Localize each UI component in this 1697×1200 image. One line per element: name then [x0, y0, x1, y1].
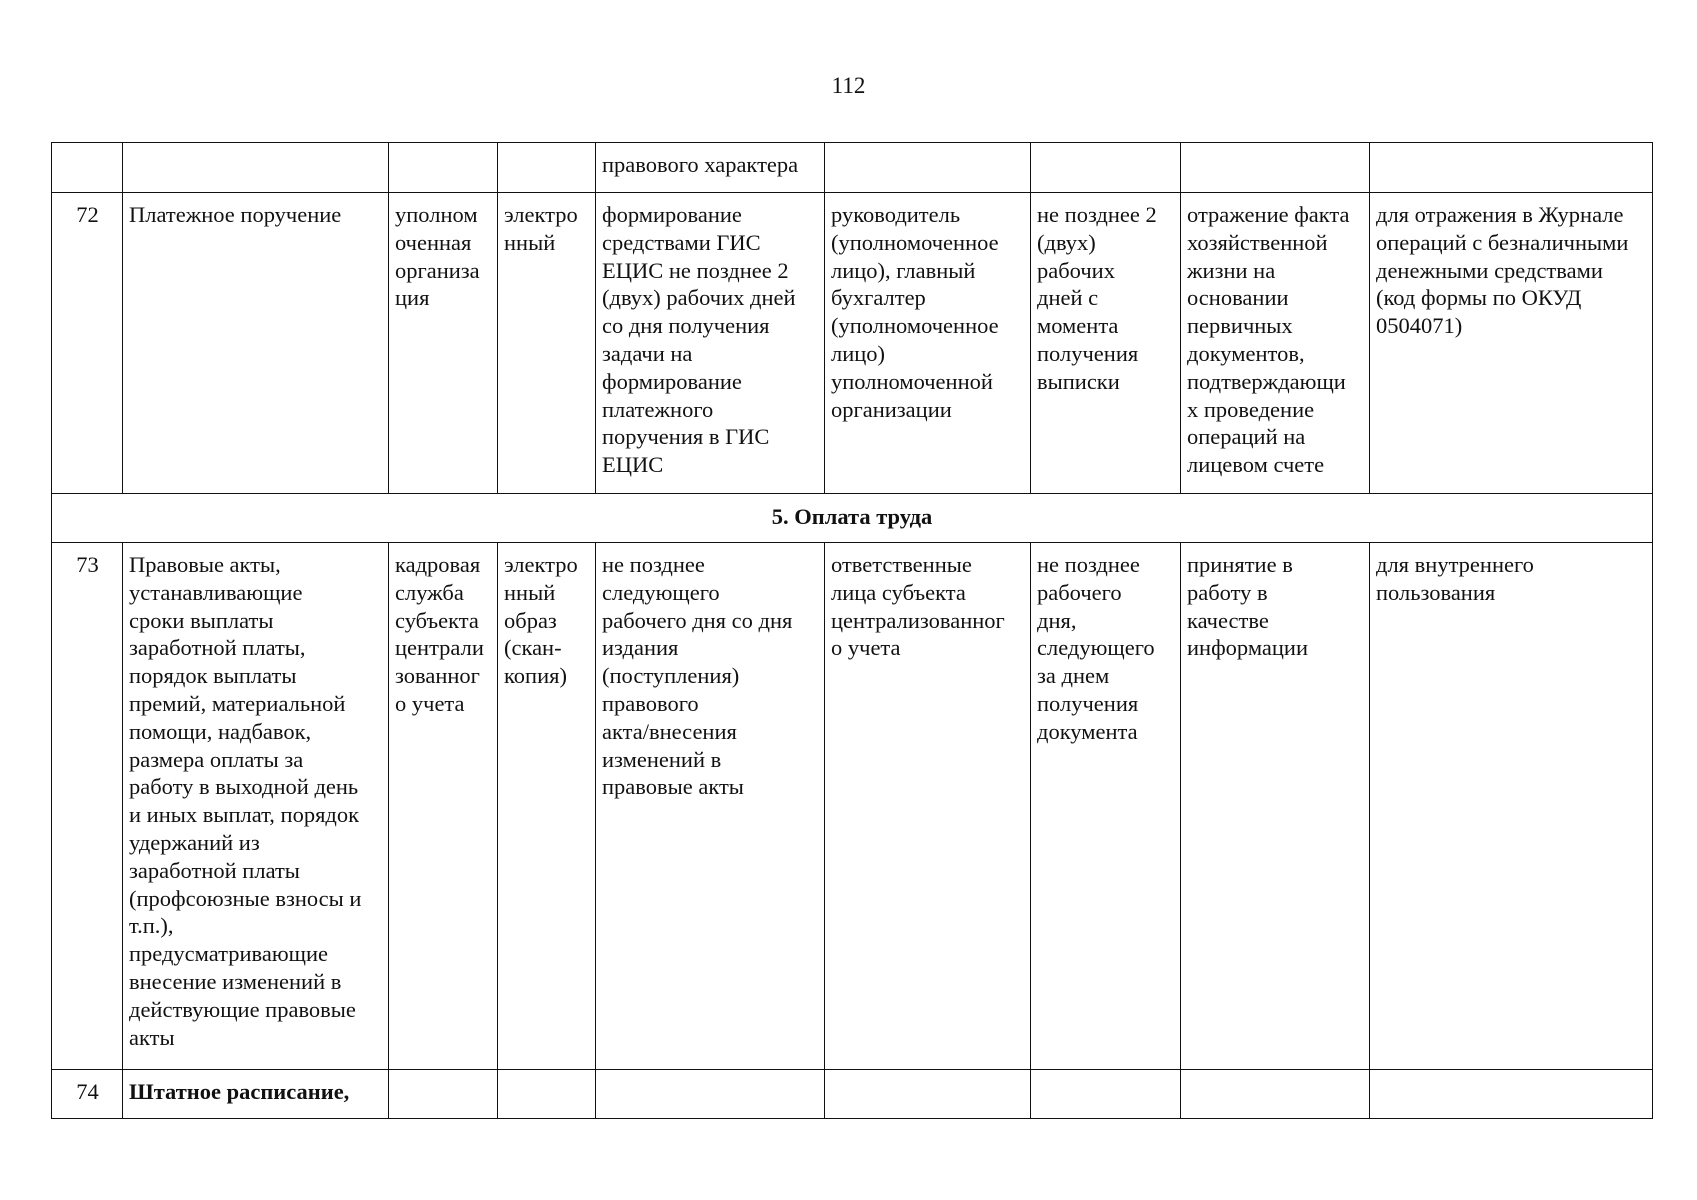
- text-line: организации: [831, 396, 952, 422]
- cell-usage: [1370, 193, 1653, 494]
- text-line: средствами ГИС: [602, 229, 761, 255]
- text-line: лица субъекта: [831, 579, 966, 605]
- text-line: дней с: [1037, 285, 1099, 311]
- text-line: кадровая: [395, 552, 481, 577]
- text-line: лицо): [831, 340, 886, 366]
- text-line: издания: [602, 635, 679, 661]
- text-line: не позднее: [1037, 552, 1140, 577]
- cell-deadline-transfer: [1031, 193, 1181, 494]
- text-line: задачи на: [602, 340, 693, 366]
- text-line: получения: [1037, 340, 1139, 366]
- text-line: рабочего дня со дня: [602, 607, 793, 633]
- cell-signatory: [825, 193, 1031, 494]
- text-line: электро: [504, 202, 578, 227]
- text-line: сроки выплаты: [129, 607, 274, 633]
- text-line: 0504071): [1376, 313, 1463, 339]
- cell-purpose: [1181, 193, 1370, 494]
- cell-signatory: [825, 143, 1031, 193]
- cell-executor: [389, 1070, 498, 1119]
- text-line: внесение изменений в: [129, 968, 342, 994]
- row-number: 72: [52, 193, 123, 494]
- table-row-72: [52, 193, 1653, 494]
- cell-deadline-creation: [596, 1070, 825, 1119]
- text-line: рабочего: [1037, 579, 1122, 605]
- text-line: со дня получения: [602, 313, 770, 339]
- text-line: ция: [395, 285, 430, 311]
- text-line: правовые акты: [602, 774, 744, 800]
- text-line: документа: [1037, 718, 1138, 744]
- text-line: информации: [1187, 635, 1309, 661]
- text-line: правового: [602, 690, 699, 716]
- text-line: уполном: [395, 202, 478, 227]
- cell-deadline-creation: [596, 543, 825, 1070]
- text-line: зованног: [395, 663, 480, 689]
- text-line: удержаний из: [129, 829, 260, 855]
- text-line: устанавливающие: [129, 579, 303, 605]
- cell-format: [498, 543, 596, 1070]
- cell-usage: [1370, 143, 1653, 193]
- cell-document: [123, 543, 389, 1070]
- text-line: платежного: [602, 396, 714, 422]
- text-line: денежными средствами: [1376, 257, 1603, 283]
- text-line: премий, материальной: [129, 690, 346, 716]
- text-line: отражение факта: [1187, 202, 1350, 227]
- cell-deadline-creation: [596, 143, 825, 193]
- table-row-continuation: [52, 143, 1653, 193]
- row-number: 74: [52, 1070, 123, 1119]
- text-line: ответственные: [831, 552, 972, 577]
- text-line: служба: [395, 579, 464, 605]
- cell-num: [52, 143, 123, 193]
- text-line: нный: [504, 229, 556, 255]
- text-line: заработной платы: [129, 857, 300, 883]
- text-line: предусматривающие: [129, 941, 329, 967]
- text-line: подтверждающи: [1187, 368, 1346, 394]
- text-line: порядок выплаты: [129, 663, 297, 689]
- text-line: копия): [504, 663, 567, 689]
- text-line: лицевом счете: [1187, 452, 1325, 478]
- text-line: поручения в ГИС: [602, 424, 770, 450]
- text-line: Платежное поручение: [129, 202, 342, 227]
- text-line: руководитель: [831, 202, 961, 227]
- section-title: 5. Оплата труда: [52, 494, 1653, 543]
- cell-signatory: [825, 1070, 1031, 1119]
- text-line: не позднее: [602, 552, 705, 577]
- text-line: Штатное расписание,: [129, 1079, 350, 1104]
- section-header-row: [52, 494, 1653, 543]
- cell-usage: [1370, 1070, 1653, 1119]
- document-table: [51, 142, 1653, 1119]
- text-line: Правовые акты,: [129, 552, 281, 577]
- text-line: жизни на: [1187, 257, 1276, 283]
- text-line: о учета: [831, 635, 901, 661]
- text-line: (код формы по ОКУД: [1376, 285, 1582, 311]
- text-line: для отражения в Журнале: [1376, 202, 1624, 227]
- text-line: помощи, надбавок,: [129, 718, 312, 744]
- text-line: действующие правовые: [129, 996, 356, 1022]
- text-line: правового характера: [602, 152, 799, 177]
- text-line: акты: [129, 1024, 175, 1050]
- text-line: размера оплаты за: [129, 746, 304, 772]
- text-line: получения: [1037, 690, 1139, 716]
- text-line: рабочих: [1037, 257, 1115, 283]
- text-line: бухгалтер: [831, 285, 926, 311]
- text-line: формирование: [602, 368, 742, 394]
- text-line: хозяйственной: [1187, 229, 1328, 255]
- text-line: операций на: [1187, 424, 1306, 450]
- text-line: для внутреннего: [1376, 552, 1534, 577]
- cell-executor: [389, 193, 498, 494]
- text-line: изменений в: [602, 746, 722, 772]
- cell-purpose: [1181, 1070, 1370, 1119]
- text-line: х проведение: [1187, 396, 1315, 422]
- text-line: принятие в: [1187, 552, 1293, 577]
- text-line: (уполномоченное: [831, 229, 999, 255]
- text-line: централи: [395, 635, 484, 661]
- cell-document: [123, 193, 389, 494]
- text-line: основании: [1187, 285, 1289, 311]
- text-line: первичных: [1187, 313, 1293, 339]
- table-row-74: [52, 1070, 1653, 1119]
- text-line: документов,: [1187, 340, 1305, 366]
- cell-format: [498, 143, 596, 193]
- text-line: централизованног: [831, 607, 1005, 633]
- row-number: 73: [52, 543, 123, 1070]
- table-row-73: [52, 543, 1653, 1070]
- text-line: работу в выходной день: [129, 774, 359, 800]
- text-line: субъекта: [395, 607, 479, 633]
- text-line: ЕЦИС: [602, 452, 664, 478]
- text-line: следующего: [602, 579, 720, 605]
- cell-format: [498, 193, 596, 494]
- text-line: заработной платы,: [129, 635, 306, 661]
- text-line: нный: [504, 579, 556, 605]
- text-line: акта/внесения: [602, 718, 737, 744]
- text-line: организа: [395, 257, 480, 283]
- cell-usage: [1370, 543, 1653, 1070]
- text-line: (поступления): [602, 663, 740, 689]
- text-line: (скан-: [504, 635, 562, 661]
- text-line: электро: [504, 552, 578, 577]
- cell-executor: [389, 143, 498, 193]
- text-line: и иных выплат, порядок: [129, 802, 360, 828]
- text-line: формирование: [602, 202, 742, 227]
- cell-deadline-transfer: [1031, 543, 1181, 1070]
- text-line: (двух): [1037, 229, 1096, 255]
- text-line: т.п.),: [129, 913, 174, 939]
- text-line: момента: [1037, 313, 1119, 339]
- text-line: операций с безналичными: [1376, 229, 1629, 255]
- text-line: выписки: [1037, 368, 1120, 394]
- cell-format: [498, 1070, 596, 1119]
- text-line: лицо), главный: [831, 257, 976, 283]
- text-line: пользования: [1376, 579, 1496, 605]
- cell-purpose: [1181, 143, 1370, 193]
- text-line: работу в: [1187, 579, 1268, 605]
- text-line: образ: [504, 607, 557, 633]
- text-line: не позднее 2: [1037, 202, 1157, 227]
- text-line: дня,: [1037, 607, 1077, 633]
- text-line: оченная: [395, 229, 472, 255]
- cell-document: [123, 143, 389, 193]
- text-line: (двух) рабочих дней: [602, 285, 796, 311]
- text-line: уполномоченной: [831, 368, 993, 394]
- text-line: о учета: [395, 690, 465, 716]
- cell-deadline-transfer: [1031, 1070, 1181, 1119]
- cell-deadline-transfer: [1031, 143, 1181, 193]
- text-line: (профсоюзные взносы и: [129, 885, 362, 911]
- text-line: ЕЦИС не позднее 2: [602, 257, 789, 283]
- cell-deadline-creation: [596, 193, 825, 494]
- cell-executor: [389, 543, 498, 1070]
- text-line: (уполномоченное: [831, 313, 999, 339]
- text-line: за днем: [1037, 663, 1110, 689]
- text-line: следующего: [1037, 635, 1155, 661]
- cell-purpose: [1181, 543, 1370, 1070]
- cell-document: [123, 1070, 389, 1119]
- text-line: качестве: [1187, 607, 1269, 633]
- page-number: 112: [831, 73, 866, 98]
- cell-signatory: [825, 543, 1031, 1070]
